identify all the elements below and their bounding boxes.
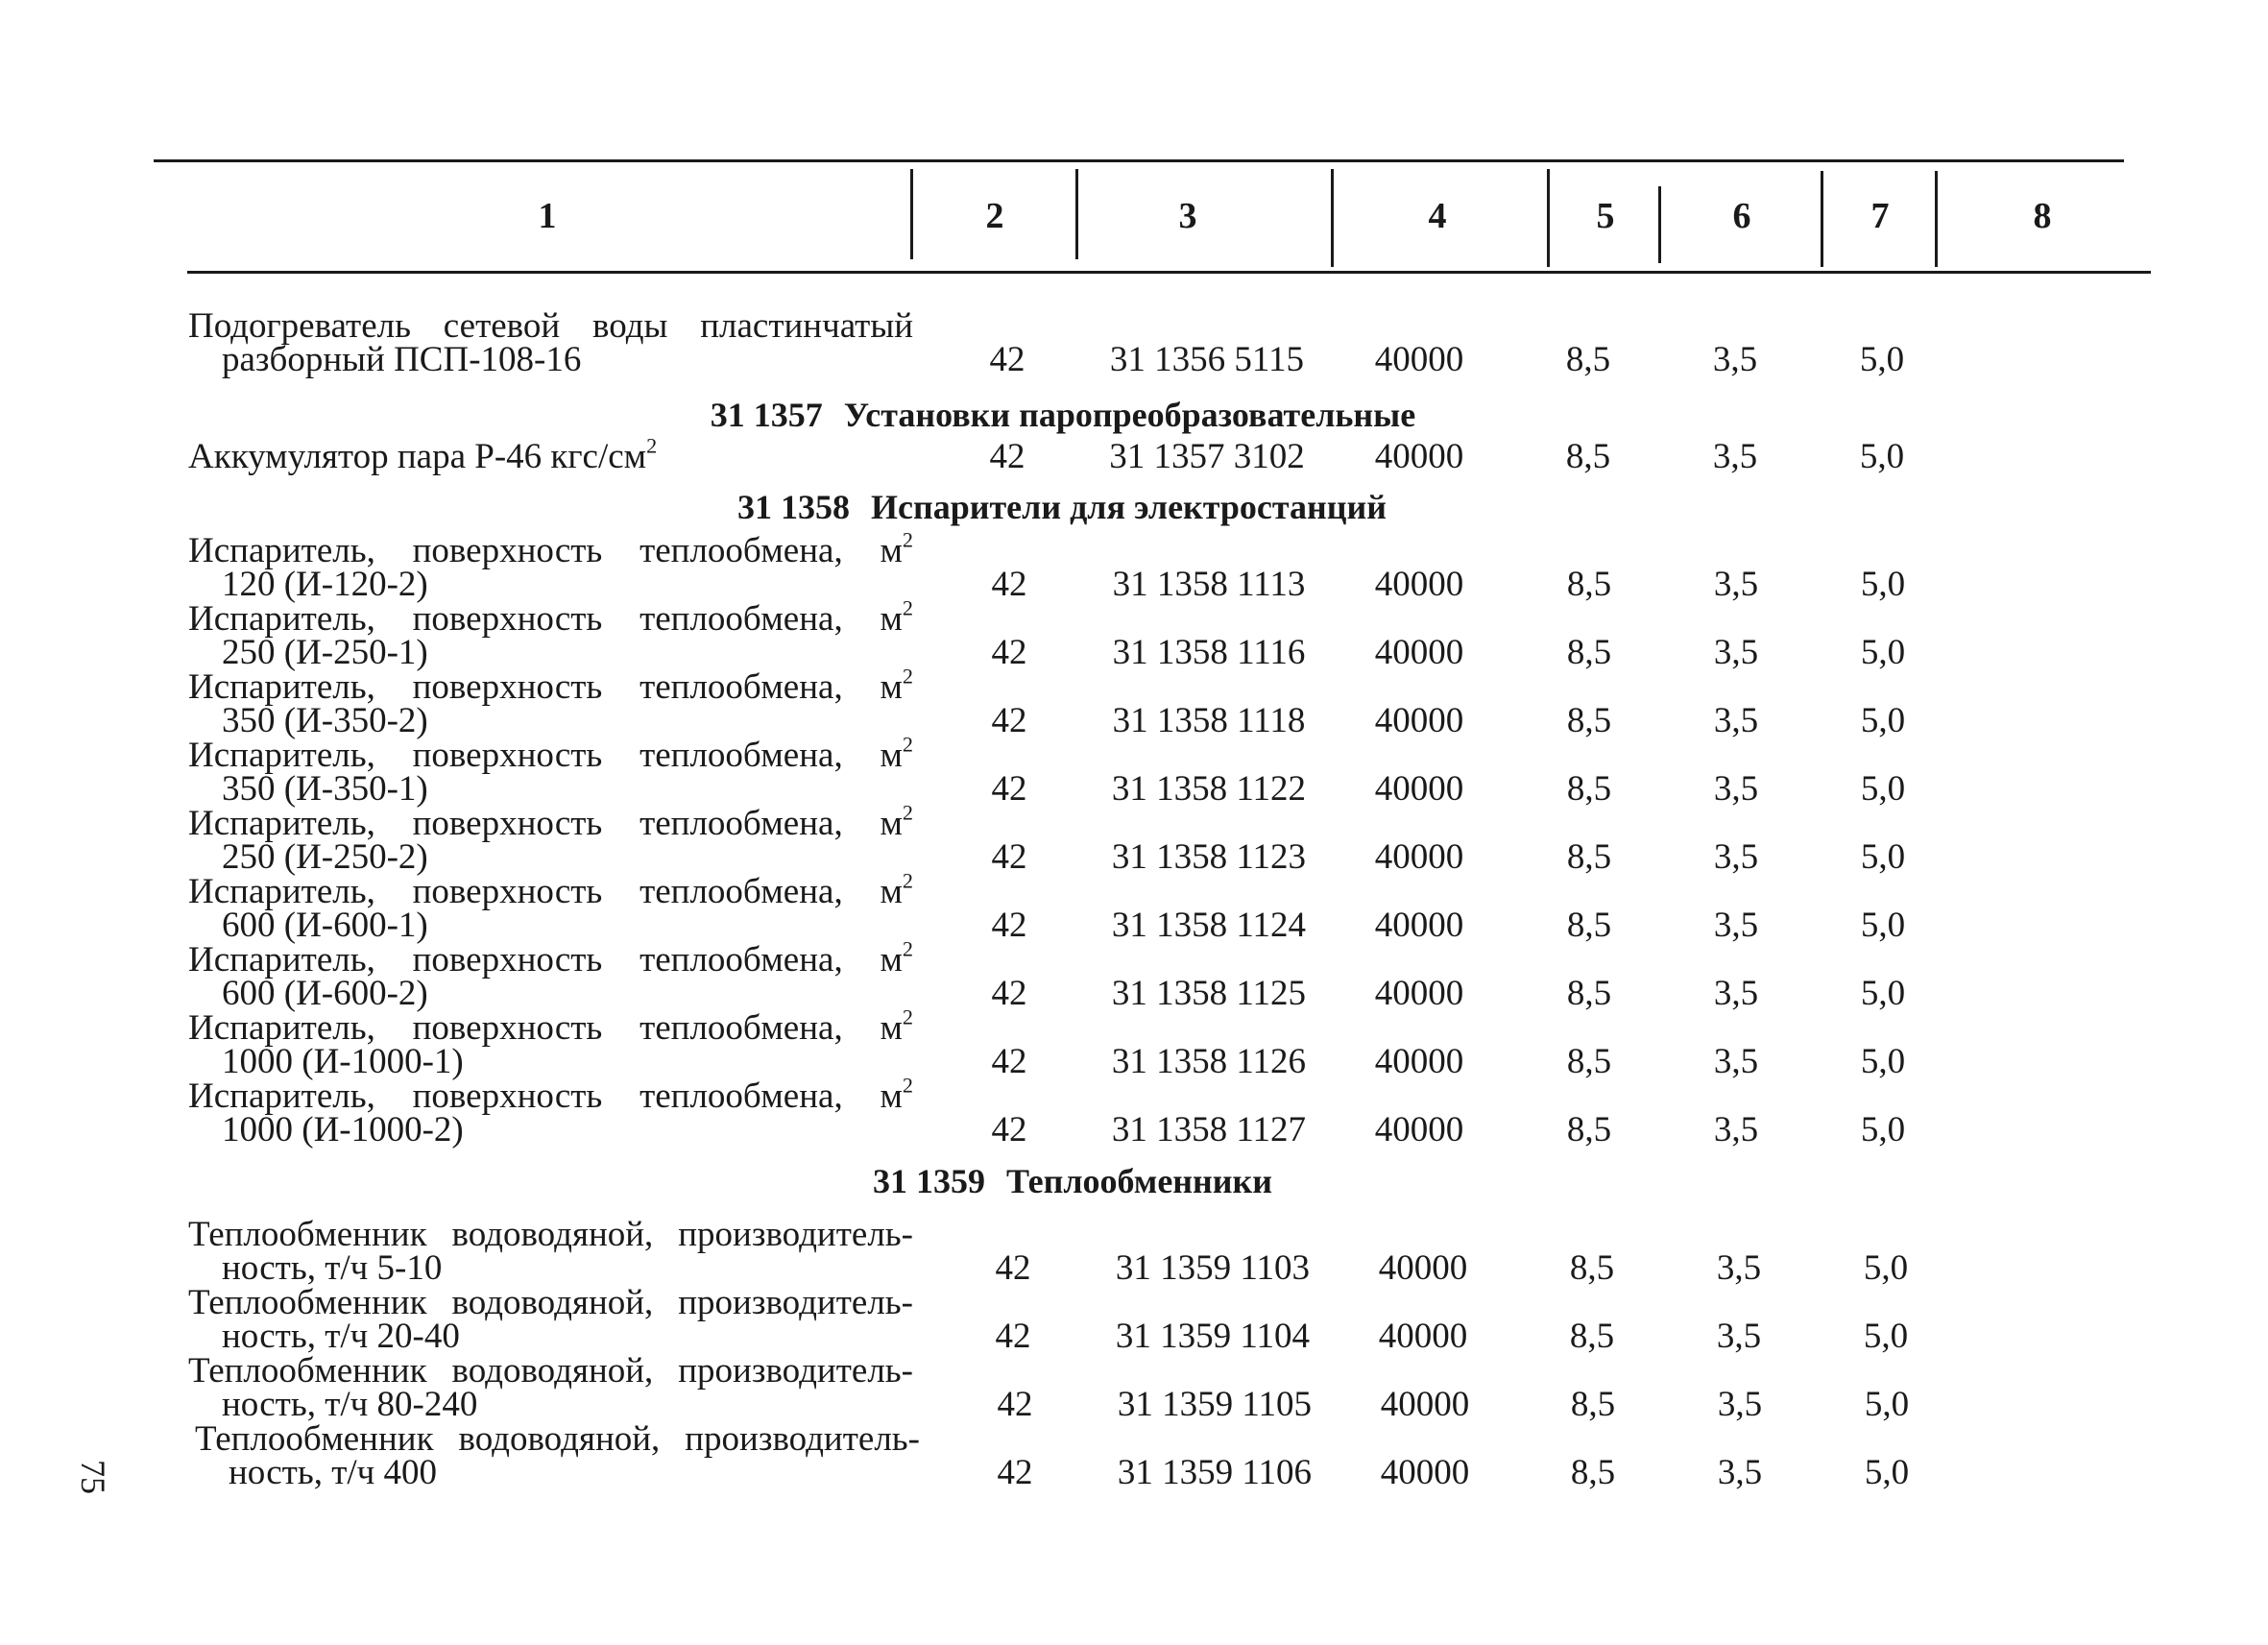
header-col-8: 8 — [2033, 196, 2052, 236]
section-heading — [873, 1162, 1272, 1200]
header-col-6: 6 — [1732, 196, 1751, 236]
description-text: Испаритель, поверхность теплообмена, м — [188, 1077, 903, 1116]
description-text: Испаритель, поверхность теплообмена, м — [188, 736, 903, 775]
cell-col-6: 3,5 — [1716, 1317, 1762, 1356]
cell-col-2: 42 — [991, 906, 1027, 945]
cell-col-3: 31 1358 1124 — [1111, 906, 1307, 945]
superscript: 2 — [902, 595, 913, 620]
header-separator-5 — [1658, 186, 1661, 263]
page-number: 75 — [74, 1460, 112, 1494]
header-separator-2 — [1075, 169, 1078, 259]
description-text: Аккумулятор пара Р-46 кгс/см — [188, 437, 647, 476]
cell-col-4: 40000 — [1374, 769, 1464, 809]
description-line-2: ность, т/ч 80-240 — [222, 1385, 478, 1424]
row-description — [188, 433, 913, 476]
superscript: 2 — [646, 433, 658, 458]
cell-col-5: 8,5 — [1566, 633, 1612, 672]
cell-col-2: 42 — [991, 633, 1027, 672]
description-line-1 — [188, 595, 913, 639]
cell-col-2: 42 — [991, 974, 1027, 1013]
row-description — [188, 306, 913, 379]
cell-col-6: 3,5 — [1716, 1248, 1762, 1288]
header-col-4: 4 — [1428, 196, 1447, 236]
description-line-2: 600 (И-600-1) — [222, 906, 428, 945]
superscript: 2 — [902, 868, 913, 893]
cell-col-7: 5,0 — [1863, 1248, 1909, 1288]
cell-col-5: 8,5 — [1565, 340, 1611, 379]
description-line-2: разборный ПСП-108-16 — [222, 340, 582, 379]
description-text: Испаритель, поверхность теплообмена, м — [188, 531, 903, 570]
cell-col-5: 8,5 — [1566, 837, 1612, 877]
header-col-2: 2 — [985, 196, 1004, 236]
header-col-3: 3 — [1178, 196, 1197, 236]
cell-col-4: 40000 — [1374, 1110, 1464, 1149]
cell-col-2: 42 — [991, 769, 1027, 809]
description-line-2: 350 (И-350-1) — [222, 769, 428, 809]
row-description — [188, 732, 913, 809]
cell-col-6: 3,5 — [1713, 565, 1759, 604]
description-line-1: Теплообменник водоводяной, производитель- — [188, 1351, 913, 1391]
cell-col-7: 5,0 — [1859, 437, 1905, 476]
cell-col-3: 31 1359 1106 — [1117, 1453, 1313, 1492]
cell-col-7: 5,0 — [1860, 1110, 1906, 1149]
cell-col-4: 40000 — [1378, 1248, 1468, 1288]
superscript: 2 — [902, 664, 913, 689]
description-line-1 — [188, 800, 913, 843]
cell-col-3: 31 1358 1127 — [1111, 1110, 1307, 1149]
cell-col-7: 5,0 — [1864, 1453, 1910, 1492]
cell-col-4: 40000 — [1374, 701, 1464, 740]
description-line-1 — [188, 732, 913, 775]
cell-col-3: 31 1358 1125 — [1111, 974, 1307, 1013]
cell-col-6: 3,5 — [1717, 1453, 1763, 1492]
row-description — [188, 1004, 913, 1081]
cell-col-3: 31 1358 1122 — [1111, 769, 1307, 809]
description-line-2: 1000 (И-1000-2) — [222, 1110, 464, 1149]
cell-col-7: 5,0 — [1860, 633, 1906, 672]
section-heading — [737, 488, 1387, 526]
superscript: 2 — [902, 1004, 913, 1029]
cell-col-4: 40000 — [1374, 340, 1464, 379]
header-top-rule — [154, 159, 2124, 162]
cell-col-7: 5,0 — [1860, 565, 1906, 604]
header-separator-7 — [1935, 171, 1938, 267]
superscript: 2 — [902, 527, 913, 552]
cell-col-2: 42 — [995, 1248, 1031, 1288]
cell-col-3: 31 1357 3102 — [1109, 437, 1305, 476]
header-separator-6 — [1821, 171, 1823, 267]
cell-col-5: 8,5 — [1569, 1248, 1615, 1288]
cell-col-2: 42 — [989, 340, 1025, 379]
cell-col-7: 5,0 — [1860, 906, 1906, 945]
description-line-2: ность, т/ч 400 — [229, 1453, 437, 1492]
superscript: 2 — [902, 936, 913, 961]
row-description — [188, 868, 913, 945]
superscript: 2 — [902, 1073, 913, 1098]
cell-col-6: 3,5 — [1713, 906, 1759, 945]
cell-col-3: 31 1358 1118 — [1112, 701, 1306, 740]
description-line-2: 350 (И-350-2) — [222, 701, 428, 740]
cell-col-4: 40000 — [1374, 633, 1464, 672]
cell-col-7: 5,0 — [1860, 769, 1906, 809]
cell-col-2: 42 — [995, 1317, 1031, 1356]
header-bottom-rule — [187, 271, 2151, 274]
description-line-1 — [188, 527, 913, 570]
cell-col-7: 5,0 — [1860, 837, 1906, 877]
cell-col-4: 40000 — [1374, 1042, 1464, 1081]
cell-col-2: 42 — [997, 1385, 1033, 1424]
description-line-1: Теплообменник водоводяной, производитель- — [188, 1283, 913, 1322]
description-text: Испаритель, поверхность теплообмена, м — [188, 872, 903, 911]
cell-col-4: 40000 — [1380, 1453, 1470, 1492]
cell-col-3: 31 1358 1126 — [1111, 1042, 1307, 1081]
description-text: Испаритель, поверхность теплообмена, м — [188, 940, 903, 980]
row-description — [188, 800, 913, 877]
superscript: 2 — [902, 800, 913, 825]
cell-col-5: 8,5 — [1566, 769, 1612, 809]
cell-col-2: 42 — [997, 1453, 1033, 1492]
cell-col-2: 42 — [991, 565, 1027, 604]
description-line-2: 120 (И-120-2) — [222, 565, 428, 604]
cell-col-4: 40000 — [1380, 1385, 1470, 1424]
cell-col-6: 3,5 — [1713, 633, 1759, 672]
row-description — [188, 527, 913, 604]
row-description — [188, 936, 913, 1013]
header-col-5: 5 — [1596, 196, 1615, 236]
description-line-2: 1000 (И-1000-1) — [222, 1042, 464, 1081]
cell-col-3: 31 1358 1123 — [1111, 837, 1307, 877]
section-code: 31 1359 — [872, 1162, 985, 1200]
description-line-1 — [188, 433, 913, 476]
cell-col-4: 40000 — [1378, 1317, 1468, 1356]
section-title: Теплообменники — [1005, 1162, 1273, 1200]
cell-col-5: 8,5 — [1566, 906, 1612, 945]
cell-col-5: 8,5 — [1565, 437, 1611, 476]
description-line-1: Подогреватель сетевой воды пластинчатый — [188, 306, 913, 346]
section-code: 31 1357 — [710, 396, 823, 434]
row-description — [188, 1283, 913, 1356]
description-text: Испаритель, поверхность теплообмена, м — [188, 667, 903, 707]
cell-col-5: 8,5 — [1566, 1042, 1612, 1081]
description-text: Испаритель, поверхность теплообмена, м — [188, 804, 903, 843]
cell-col-5: 8,5 — [1566, 565, 1612, 604]
section-code: 31 1358 — [736, 488, 850, 526]
cell-col-2: 42 — [991, 1042, 1027, 1081]
description-line-1 — [188, 1004, 913, 1048]
row-description — [188, 1351, 913, 1424]
cell-col-4: 40000 — [1374, 437, 1464, 476]
cell-col-4: 40000 — [1374, 837, 1464, 877]
header-col-1: 1 — [538, 196, 557, 236]
cell-col-4: 40000 — [1374, 974, 1464, 1013]
cell-col-3: 31 1359 1104 — [1115, 1317, 1311, 1356]
row-description — [188, 1073, 913, 1149]
cell-col-2: 42 — [991, 837, 1027, 877]
description-line-1 — [188, 1073, 913, 1116]
cell-col-2: 42 — [991, 701, 1027, 740]
row-description — [188, 1215, 913, 1288]
cell-col-3: 31 1356 5115 — [1109, 340, 1305, 379]
row-description — [195, 1419, 920, 1492]
cell-col-7: 5,0 — [1860, 701, 1906, 740]
description-line-1 — [188, 664, 913, 707]
description-text: Испаритель, поверхность теплообмена, м — [188, 599, 903, 639]
header-separator-4 — [1547, 169, 1550, 267]
cell-col-5: 8,5 — [1566, 1110, 1612, 1149]
cell-col-6: 3,5 — [1713, 837, 1759, 877]
cell-col-6: 3,5 — [1713, 974, 1759, 1013]
description-line-2: 250 (И-250-1) — [222, 633, 428, 672]
section-title: Установки паропреобразовательные — [843, 396, 1416, 434]
cell-col-6: 3,5 — [1713, 1110, 1759, 1149]
cell-col-7: 5,0 — [1864, 1385, 1910, 1424]
cell-col-3: 31 1359 1103 — [1115, 1248, 1311, 1288]
cell-col-2: 42 — [989, 437, 1025, 476]
superscript: 2 — [902, 732, 913, 757]
cell-col-6: 3,5 — [1717, 1385, 1763, 1424]
description-line-1: Теплообменник водоводяной, производитель- — [188, 1215, 913, 1254]
description-line-1 — [188, 868, 913, 911]
cell-col-5: 8,5 — [1566, 974, 1612, 1013]
cell-col-3: 31 1358 1116 — [1112, 633, 1306, 672]
cell-col-3: 31 1358 1113 — [1112, 565, 1306, 604]
cell-col-5: 8,5 — [1570, 1385, 1616, 1424]
cell-col-6: 3,5 — [1712, 340, 1758, 379]
description-line-2: 250 (И-250-2) — [222, 837, 428, 877]
header-separator-3 — [1331, 169, 1334, 267]
cell-col-5: 8,5 — [1569, 1317, 1615, 1356]
row-description — [188, 664, 913, 740]
cell-col-6: 3,5 — [1713, 1042, 1759, 1081]
description-line-1: Теплообменник водоводяной, производитель- — [195, 1419, 920, 1459]
cell-col-7: 5,0 — [1860, 1042, 1906, 1081]
description-text: Испаритель, поверхность теплообмена, м — [188, 1008, 903, 1048]
header-separator-1 — [910, 169, 913, 259]
cell-col-6: 3,5 — [1713, 769, 1759, 809]
cell-col-3: 31 1359 1105 — [1117, 1385, 1313, 1424]
cell-col-7: 5,0 — [1860, 974, 1906, 1013]
cell-col-7: 5,0 — [1859, 340, 1905, 379]
cell-col-5: 8,5 — [1570, 1453, 1616, 1492]
cell-col-6: 3,5 — [1712, 437, 1758, 476]
cell-col-6: 3,5 — [1713, 701, 1759, 740]
description-line-2: 600 (И-600-2) — [222, 974, 428, 1013]
cell-col-7: 5,0 — [1863, 1317, 1909, 1356]
cell-col-2: 42 — [991, 1110, 1027, 1149]
cell-col-4: 40000 — [1374, 906, 1464, 945]
cell-col-5: 8,5 — [1566, 701, 1612, 740]
description-line-2: ность, т/ч 20-40 — [222, 1317, 460, 1356]
section-title: Испарители для электростанций — [870, 488, 1387, 526]
header-col-7: 7 — [1870, 196, 1890, 236]
cell-col-4: 40000 — [1374, 565, 1464, 604]
row-description — [188, 595, 913, 672]
section-heading — [711, 396, 1416, 434]
description-line-2: ность, т/ч 5-10 — [222, 1248, 443, 1288]
description-line-1 — [188, 936, 913, 980]
